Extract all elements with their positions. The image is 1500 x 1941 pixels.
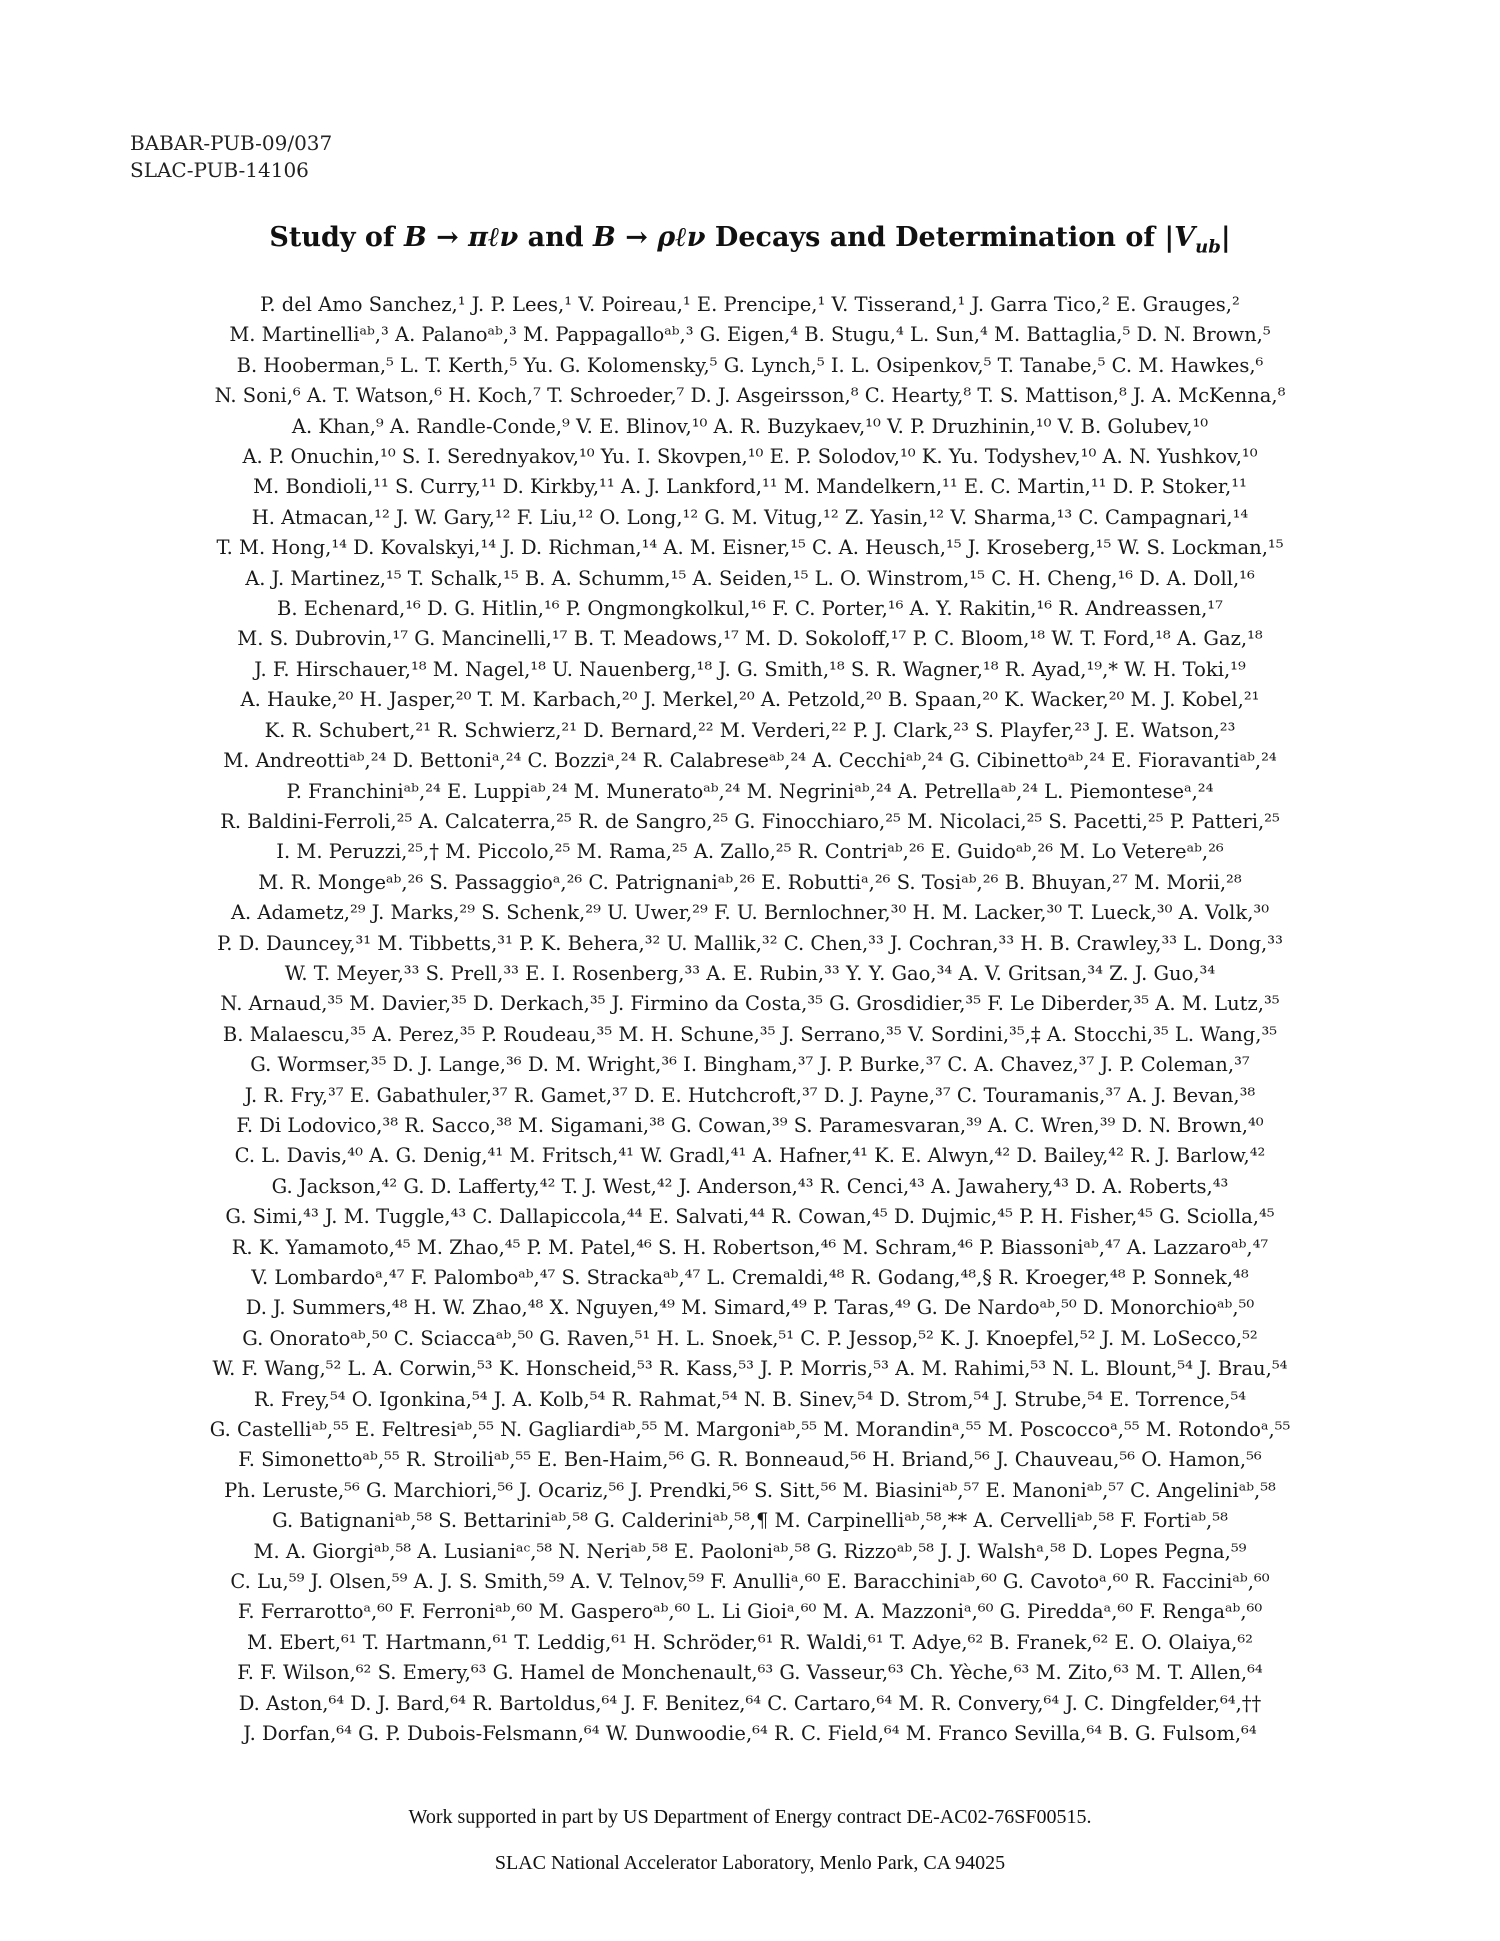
title-vub-sub: ub — [1195, 236, 1221, 258]
author-line: G. Batignaniᵃᵇ,⁵⁸ S. Bettariniᵃᵇ,⁵⁸ G. Calderiniᵃᵇ,⁵⁸,¶ M. Carpinelliᵃᵇ,⁵⁸,** A. Cervelliᵃᵇ,⁵⁸ F. Fortiᵃᵇ,⁵⁸ — [272, 1509, 1228, 1533]
title-suffix: Decays and Determination of — [705, 222, 1165, 253]
author-line: A. Khan,⁹ A. Randle-Conde,⁹ V. E. Blinov,¹⁰ A. R. Buzykaev,¹⁰ V. P. Druzhinin,¹⁰ V. B. Golubev,¹⁰ — [291, 414, 1209, 438]
author-line: M. R. Mongeᵃᵇ,²⁶ S. Passaggioᵃ,²⁶ C. Patrignaniᵃᵇ,²⁶ E. Robuttiᵃ,²⁶ S. Tosiᵃᵇ,²⁶ B. Bhuyan,²⁷ M. Morii,²⁸ — [258, 870, 1242, 894]
title-mid: and — [518, 222, 594, 253]
author-line: B. Malaescu,³⁵ A. Perez,³⁵ P. Roudeau,³⁵ M. H. Schune,³⁵ J. Serrano,³⁵ V. Sordini,³⁵,‡ A. Stocchi,³⁵ L. Wang,³⁵ — [222, 1022, 1278, 1046]
author-line: H. Atmacan,¹² J. W. Gary,¹² F. Liu,¹² O. Long,¹² G. M. Vitug,¹² Z. Yasin,¹² V. Sharma,¹³ C. Campagnari,¹⁴ — [251, 505, 1249, 529]
author-line: W. T. Meyer,³³ S. Prell,³³ E. I. Rosenberg,³³ A. E. Rubin,³³ Y. Y. Gao,³⁴ A. V. Gritsan,³⁴ Z. J. Guo,³⁴ — [284, 961, 1216, 985]
title-decay-rho: B → ρℓν — [593, 222, 706, 253]
author-line: T. M. Hong,¹⁴ D. Kovalskyi,¹⁴ J. D. Richman,¹⁴ A. M. Eisner,¹⁵ C. A. Heusch,¹⁵ J. Kroseberg,¹⁵ W. S. Lockman,¹⁵ — [216, 536, 1284, 560]
author-line: C. L. Davis,⁴⁰ A. G. Denig,⁴¹ M. Fritsch,⁴¹ W. Gradl,⁴¹ A. Hafner,⁴¹ K. E. Alwyn,⁴² D. Bailey,⁴² R. J. Barlow,⁴² — [234, 1144, 1266, 1168]
funding-note: Work supported in part by US Department of Energy contract DE-AC02-76SF00515. — [408, 1806, 1092, 1828]
report-id-slac: SLAC-PUB-14106 — [130, 158, 309, 182]
author-line: N. Arnaud,³⁵ M. Davier,³⁵ D. Derkach,³⁵ J. Firmino da Costa,³⁵ G. Grosdidier,³⁵ F. Le Diberder,³⁵ A. M. Lutz,³⁵ — [220, 992, 1280, 1016]
author-line: R. Frey,⁵⁴ O. Igonkina,⁵⁴ J. A. Kolb,⁵⁴ R. Rahmat,⁵⁴ N. B. Sinev,⁵⁴ D. Strom,⁵⁴ J. Strube,⁵⁴ E. Torrence,⁵⁴ — [253, 1387, 1247, 1411]
author-line: P. D. Dauncey,³¹ M. Tibbetts,³¹ P. K. Behera,³² U. Mallik,³² C. Chen,³³ J. Cochran,³³ H. B. Crawley,³³ L. Dong,³³ — [217, 931, 1283, 955]
author-line: D. Aston,⁶⁴ D. J. Bard,⁶⁴ R. Bartoldus,⁶⁴ J. F. Benitez,⁶⁴ C. Cartaro,⁶⁴ M. R. Convery,⁶⁴ J. C. Dingfelder,⁶⁴,†† — [238, 1691, 1262, 1715]
title-prefix: Study of — [269, 222, 404, 253]
author-line: V. Lombardoᵃ,⁴⁷ F. Palomboᵃᵇ,⁴⁷ S. Strackaᵃᵇ,⁴⁷ L. Cremaldi,⁴⁸ R. Godang,⁴⁸,§ R. Kroeger,⁴⁸ P. Sonnek,⁴⁸ — [251, 1266, 1249, 1289]
author-line: M. Andreottiᵃᵇ,²⁴ D. Bettoniᵃ,²⁴ C. Bozziᵃ,²⁴ R. Calabreseᵃᵇ,²⁴ A. Cecchiᵃᵇ,²⁴ G. Cibinettoᵃᵇ,²⁴ E. Fioravantiᵃᵇ,²⁴ — [223, 749, 1277, 773]
title-vub: |V — [1164, 222, 1196, 253]
paper-title — [0, 222, 1500, 257]
author-line: K. R. Schubert,²¹ R. Schwierz,²¹ D. Bernard,²² M. Verderi,²² P. J. Clark,²³ S. Playfer,²³ J. E. Watson,²³ — [264, 718, 1236, 742]
author-line: G. Onoratoᵃᵇ,⁵⁰ C. Sciaccaᵃᵇ,⁵⁰ G. Raven,⁵¹ H. L. Snoek,⁵¹ C. P. Jessop,⁵² K. J. Knoepfel,⁵² J. M. LoSecco,⁵² — [242, 1326, 1258, 1350]
author-line: M. Martinelliᵃᵇ,³ A. Palanoᵃᵇ,³ M. Pappagalloᵃᵇ,³ G. Eigen,⁴ B. Stugu,⁴ L. Sun,⁴ M. Battaglia,⁵ D. N. Brown,⁵ — [229, 323, 1271, 347]
author-line: G. Wormser,³⁵ D. J. Lange,³⁶ D. M. Wright,³⁶ I. Bingham,³⁷ J. P. Burke,³⁷ C. A. Chavez,³⁷ J. P. Coleman,³⁷ — [250, 1053, 1250, 1077]
author-line: M. A. Giorgiᵃᵇ,⁵⁸ A. Lusianiᵃᶜ,⁵⁸ N. Neriᵃᵇ,⁵⁸ E. Paoloniᵃᵇ,⁵⁸ G. Rizzoᵃᵇ,⁵⁸ J. J. Walshᵃ,⁵⁸ D. Lopes Pegna,⁵⁹ — [253, 1539, 1247, 1563]
author-line: W. F. Wang,⁵² L. A. Corwin,⁵³ K. Honscheid,⁵³ R. Kass,⁵³ J. P. Morris,⁵³ A. M. Rahimi,⁵³ N. L. Blount,⁵⁴ J. Brau,⁵⁴ — [212, 1357, 1288, 1381]
author-list — [110, 290, 1390, 1750]
author-line: F. Di Lodovico,³⁸ R. Sacco,³⁸ M. Sigamani,³⁸ G. Cowan,³⁹ S. Paramesvaran,³⁹ A. C. Wren,³⁹ D. N. Brown,⁴⁰ — [236, 1113, 1264, 1137]
institution-address: SLAC National Accelerator Laboratory, Menlo Park, CA 94025 — [494, 1852, 1006, 1874]
author-line: M. Bondioli,¹¹ S. Curry,¹¹ D. Kirkby,¹¹ A. J. Lankford,¹¹ M. Mandelkern,¹¹ E. C. Martin,¹¹ D. P. Stoker,¹¹ — [253, 475, 1247, 499]
author-line: P. Franchiniᵃᵇ,²⁴ E. Luppiᵃᵇ,²⁴ M. Muneratoᵃᵇ,²⁴ M. Negriniᵃᵇ,²⁴ A. Petrellaᵃᵇ,²⁴ L. Piemonteseᵃ,²⁴ — [286, 779, 1214, 803]
title-vub-close: | — [1220, 222, 1231, 253]
author-line: I. M. Peruzzi,²⁵,† M. Piccolo,²⁵ M. Rama,²⁵ A. Zallo,²⁵ R. Contriᵃᵇ,²⁶ E. Guidoᵃᵇ,²⁶ M. Lo Vetereᵃᵇ,²⁶ — [276, 840, 1224, 864]
author-line: R. K. Yamamoto,⁴⁵ M. Zhao,⁴⁵ P. M. Patel,⁴⁶ S. H. Robertson,⁴⁶ M. Schram,⁴⁶ P. Biassoniᵃᵇ,⁴⁷ A. Lazzaroᵃᵇ,⁴⁷ — [231, 1235, 1269, 1259]
author-line: G. Simi,⁴³ J. M. Tuggle,⁴³ C. Dallapiccola,⁴⁴ E. Salvati,⁴⁴ R. Cowan,⁴⁵ D. Dujmic,⁴⁵ P. H. Fisher,⁴⁵ G. Sciolla,⁴⁵ — [225, 1205, 1275, 1229]
author-line: J. R. Fry,³⁷ E. Gabathuler,³⁷ R. Gamet,³⁷ D. E. Hutchcroft,³⁷ D. J. Payne,³⁷ C. Touramanis,³⁷ A. J. Bevan,³⁸ — [244, 1083, 1256, 1107]
author-line: A. P. Onuchin,¹⁰ S. I. Serednyakov,¹⁰ Yu. I. Skovpen,¹⁰ E. P. Solodov,¹⁰ K. Yu. Todyshev,¹⁰ A. N. Yushkov,¹⁰ — [242, 445, 1258, 469]
author-line: N. Soni,⁶ A. T. Watson,⁶ H. Koch,⁷ T. Schroeder,⁷ D. J. Asgeirsson,⁸ C. Hearty,⁸ T. S. Mattison,⁸ J. A. McKenna,⁸ — [214, 384, 1286, 408]
author-line: F. Ferrarottoᵃ,⁶⁰ F. Ferroniᵃᵇ,⁶⁰ M. Gasperoᵃᵇ,⁶⁰ L. Li Gioiᵃ,⁶⁰ M. A. Mazzoniᵃ,⁶⁰ G. Pireddaᵃ,⁶⁰ F. Rengaᵃᵇ,⁶⁰ — [237, 1600, 1263, 1624]
author-line: G. Jackson,⁴² G. D. Lafferty,⁴² T. J. West,⁴² J. Anderson,⁴³ R. Cenci,⁴³ A. Jawahery,⁴³ D. A. Roberts,⁴³ — [271, 1174, 1229, 1198]
author-line: F. Simonettoᵃᵇ,⁵⁵ R. Stroiliᵃᵇ,⁵⁵ E. Ben-Haim,⁵⁶ G. R. Bonneaud,⁵⁶ H. Briand,⁵⁶ J. Chauveau,⁵⁶ O. Hamon,⁵⁶ — [238, 1448, 1262, 1472]
author-line: A. Hauke,²⁰ H. Jasper,²⁰ T. M. Karbach,²⁰ J. Merkel,²⁰ A. Petzold,²⁰ B. Spaan,²⁰ K. Wacker,²⁰ M. J. Kobel,²¹ — [240, 688, 1260, 712]
report-ids — [130, 130, 332, 184]
author-line: C. Lu,⁵⁹ J. Olsen,⁵⁹ A. J. S. Smith,⁵⁹ A. V. Telnov,⁵⁹ F. Anulliᵃ,⁶⁰ E. Baracchiniᵃᵇ,⁶⁰ G. Cavotoᵃ,⁶⁰ R. Facciniᵃᵇ,⁶⁰ — [230, 1570, 1270, 1594]
author-line: B. Echenard,¹⁶ D. G. Hitlin,¹⁶ P. Ongmongkolkul,¹⁶ F. C. Porter,¹⁶ A. Y. Rakitin,¹⁶ R. Andreassen,¹⁷ — [277, 597, 1223, 621]
author-line: D. J. Summers,⁴⁸ H. W. Zhao,⁴⁸ X. Nguyen,⁴⁹ M. Simard,⁴⁹ P. Taras,⁴⁹ G. De Nardoᵃᵇ,⁵⁰ D. Monorchioᵃᵇ,⁵⁰ — [245, 1296, 1255, 1320]
author-line: G. Castelliᵃᵇ,⁵⁵ E. Feltresiᵃᵇ,⁵⁵ N. Gagliardiᵃᵇ,⁵⁵ M. Margoniᵃᵇ,⁵⁵ M. Morandinᵃ,⁵⁵ M. Poscoccoᵃ,⁵⁵ M. Rotondoᵃ,⁵⁵ — [209, 1418, 1291, 1442]
author-line: M. Ebert,⁶¹ T. Hartmann,⁶¹ T. Leddig,⁶¹ H. Schröder,⁶¹ R. Waldi,⁶¹ T. Adye,⁶² B. Franek,⁶² E. O. Olaiya,⁶² — [247, 1630, 1253, 1654]
title-decay-pi: B → πℓν — [403, 222, 519, 253]
author-line: B. Hooberman,⁵ L. T. Kerth,⁵ Yu. G. Kolomensky,⁵ G. Lynch,⁵ I. L. Osipenkov,⁵ T. Tanabe,⁵ C. M. Hawkes,⁶ — [236, 353, 1264, 377]
author-line: Ph. Leruste,⁵⁶ G. Marchiori,⁵⁶ J. Ocariz,⁵⁶ J. Prendki,⁵⁶ S. Sitt,⁵⁶ M. Biasiniᵃᵇ,⁵⁷ E. Manoniᵃᵇ,⁵⁷ C. Angeliniᵃᵇ,⁵⁸ — [224, 1478, 1276, 1502]
author-line: A. J. Martinez,¹⁵ T. Schalk,¹⁵ B. A. Schumm,¹⁵ A. Seiden,¹⁵ L. O. Winstrom,¹⁵ C. H. Cheng,¹⁶ D. A. Doll,¹⁶ — [245, 566, 1255, 590]
author-line: J. F. Hirschauer,¹⁸ M. Nagel,¹⁸ U. Nauenberg,¹⁸ J. G. Smith,¹⁸ S. R. Wagner,¹⁸ R. Ayad,¹⁹,* W. H. Toki,¹⁹ — [254, 657, 1246, 681]
author-line: F. F. Wilson,⁶² S. Emery,⁶³ G. Hamel de Monchenault,⁶³ G. Vasseur,⁶³ Ch. Yèche,⁶³ M. Zito,⁶³ M. T. Allen,⁶⁴ — [237, 1661, 1263, 1685]
report-id-babar: BABAR-PUB-09/037 — [130, 131, 333, 155]
author-line: M. S. Dubrovin,¹⁷ G. Mancinelli,¹⁷ B. T. Meadows,¹⁷ M. D. Sokoloff,¹⁷ P. C. Bloom,¹⁸ W. T. Ford,¹⁸ A. Gaz,¹⁸ — [237, 627, 1263, 651]
author-line: R. Baldini-Ferroli,²⁵ A. Calcaterra,²⁵ R. de Sangro,²⁵ G. Finocchiaro,²⁵ M. Nicolaci,²⁵ S. Pacetti,²⁵ P. Patteri,²⁵ — [220, 809, 1280, 833]
author-line: A. Adametz,²⁹ J. Marks,²⁹ S. Schenk,²⁹ U. Uwer,²⁹ F. U. Bernlochner,³⁰ H. M. Lacker,³⁰ T. Lueck,³⁰ A. Volk,³⁰ — [230, 901, 1270, 925]
author-line: J. Dorfan,⁶⁴ G. P. Dubois-Felsmann,⁶⁴ W. Dunwoodie,⁶⁴ R. C. Field,⁶⁴ M. Franco Sevilla,⁶⁴ B. G. Fulsom,⁶⁴ — [243, 1722, 1257, 1746]
author-line: P. del Amo Sanchez,¹ J. P. Lees,¹ V. Poireau,¹ E. Prencipe,¹ V. Tisserand,¹ J. Garra Tico,² E. Grauges,² — [260, 293, 1240, 316]
